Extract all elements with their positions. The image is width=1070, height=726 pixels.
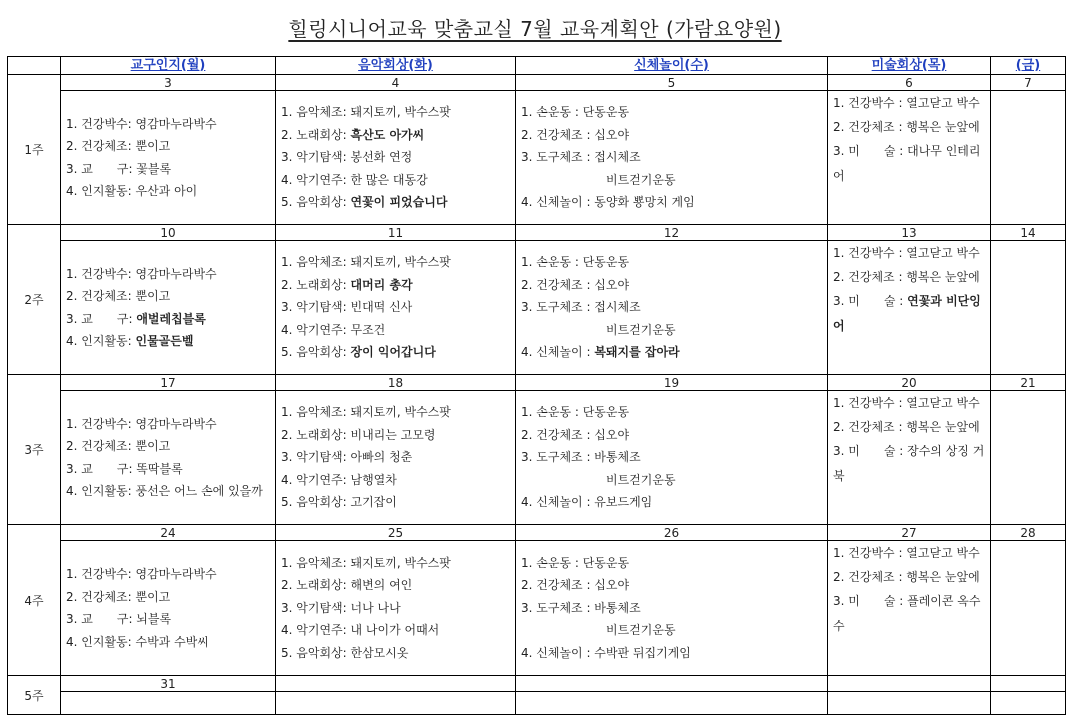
week-label: 1주 [8, 75, 61, 225]
header-wed: 신체놀이(수) [516, 57, 828, 75]
activity-cell-wed [516, 391, 828, 525]
activity-item: 1. 음악체조: 돼지토끼, 박수스팟 [281, 555, 451, 570]
activity-cell-thu [828, 541, 991, 676]
activity-item: 비트걷기운동 [606, 172, 676, 187]
activity-item: 1. 건강박수 : 열고닫고 박수 [833, 96, 980, 110]
date-cell [828, 676, 991, 692]
activity-cell-wed [516, 241, 828, 375]
activity-item: 3. 악기탐색: 아빠의 청춘 [281, 450, 413, 465]
date-cell: 10 [61, 225, 276, 241]
activity-item: 3. 도구체조 : 접시체조 [521, 300, 641, 315]
week-label: 5주 [8, 676, 61, 715]
activity-item: 1. 손운동 : 단동운동 [521, 255, 630, 270]
header-week [8, 57, 61, 75]
activity-item: 1. 음악체조: 돼지토끼, 박수스팟 [281, 255, 451, 270]
activity-item: 2. 건강체조 : 행복은 눈앞에 [833, 120, 980, 135]
activity-cell-mon [61, 391, 276, 525]
activity-cell-mon [61, 241, 276, 375]
activity-cell-fri [991, 692, 1066, 715]
activity-item: 3. 교 구: 똑딱블록 [66, 461, 183, 476]
date-cell: 27 [828, 525, 991, 541]
week-label: 2주 [8, 225, 61, 375]
header-fri: (금) [991, 57, 1066, 75]
date-cell: 12 [516, 225, 828, 241]
activity-item: 비트걷기운동 [606, 472, 676, 487]
activity-item: 3. 교 구: 꽃블록 [66, 161, 172, 176]
date-cell: 25 [276, 525, 516, 541]
activity-item: 4. 신체놀이 : 동양화 뿅망치 게임 [521, 195, 695, 210]
date-row [8, 75, 1066, 91]
activity-item: 5. 음악회상: 장이 익어갑니다 [281, 345, 436, 360]
activity-item: 2. 노래회상: 흑산도 아가씨 [281, 127, 425, 142]
activity-item: 1. 건강박수 : 열고닫고 박수 [833, 546, 980, 560]
activity-cell-thu [828, 91, 991, 225]
header-thu: 미술회상(목) [828, 57, 991, 75]
date-cell: 5 [516, 75, 828, 91]
activity-item: 3. 악기탐색: 빈대떡 신사 [281, 300, 413, 315]
activity-row [8, 241, 1066, 375]
activity-item: 2. 건강체조 : 십오야 [521, 127, 630, 142]
activity-item: 2. 건강체조 : 십오야 [521, 427, 630, 442]
activity-cell-wed [516, 91, 828, 225]
activity-cell-tue [276, 91, 516, 225]
activity-item: 4. 인지활동: 풍선은 어느 손에 있을까 [66, 484, 263, 498]
activity-item: 3. 도구체조 : 접시체조 [521, 150, 641, 165]
date-cell: 28 [991, 525, 1066, 541]
activity-item: 2. 노래회상: 대머리 총각 [281, 277, 413, 292]
header-row [8, 57, 1066, 75]
activity-cell-fri [991, 241, 1066, 375]
activity-item: 5. 음악회상: 고기잡이 [281, 495, 397, 510]
activity-item: 3. 악기탐색: 너나 나나 [281, 600, 401, 615]
header-tue: 음악회상(화) [276, 57, 516, 75]
activity-item: 4. 신체놀이 : 복돼지를 잡아라 [521, 345, 680, 360]
page-title-text: 힐링시니어교육 맞춤교실 7월 교육계획안 (가람요양원) [288, 17, 782, 41]
date-cell: 18 [276, 375, 516, 391]
date-cell: 6 [828, 75, 991, 91]
activity-item: 1. 손운동 : 단동운동 [521, 555, 630, 570]
date-row [8, 225, 1066, 241]
date-row [8, 676, 1066, 692]
activity-item: 1. 음악체조: 돼지토끼, 박수스팟 [281, 105, 451, 120]
activity-item: 1. 손운동 : 단동운동 [521, 105, 630, 120]
activity-cell-mon [61, 541, 276, 676]
activity-item: 3. 미 술 : 대나무 인테리어 [833, 144, 981, 183]
activity-item: 4. 신체놀이 : 수박판 뒤집기게임 [521, 645, 691, 660]
activity-row [8, 391, 1066, 525]
activity-cell-fri [991, 391, 1066, 525]
date-cell [516, 676, 828, 692]
activity-item: 2. 노래회상: 비내리는 고모령 [281, 427, 436, 442]
activity-item: 1. 건강박수: 영감마누라박수 [66, 116, 217, 131]
activity-item: 3. 미 술 : 장수의 상징 거북 [833, 444, 985, 483]
date-cell: 20 [828, 375, 991, 391]
activity-item: 1. 손운동 : 단동운동 [521, 405, 630, 420]
schedule-table [7, 56, 1066, 715]
activity-item: 1. 건강박수: 영감마누라박수 [66, 416, 217, 431]
date-cell: 31 [61, 676, 276, 692]
date-cell: 14 [991, 225, 1066, 241]
activity-cell-thu [828, 241, 991, 375]
activity-cell-mon [61, 692, 276, 715]
date-cell: 13 [828, 225, 991, 241]
week-label: 3주 [8, 375, 61, 525]
page-title [0, 16, 1070, 42]
activity-item: 2. 건강체조: 뿐이고 [66, 139, 171, 153]
header-mon: 교구인지(월) [61, 57, 276, 75]
activity-cell-fri [991, 541, 1066, 676]
schedule-body [8, 75, 1066, 715]
activity-item: 2. 건강체조 : 십오야 [521, 578, 630, 593]
date-cell [991, 676, 1066, 692]
date-cell: 4 [276, 75, 516, 91]
activity-item: 5. 음악회상: 한삼모시옷 [281, 645, 409, 660]
activity-item: 비트걷기운동 [606, 322, 676, 337]
activity-item: 4. 악기연주: 한 많은 대동강 [281, 172, 428, 187]
date-cell: 24 [61, 525, 276, 541]
activity-item: 2. 노래회상: 해변의 여인 [281, 578, 413, 593]
activity-item: 2. 건강체조 : 행복은 눈앞에 [833, 570, 980, 585]
activity-item: 1. 건강박수: 영감마누라박수 [66, 266, 217, 281]
date-cell [276, 676, 516, 692]
activity-item: 3. 악기탐색: 봉선화 연정 [281, 150, 413, 165]
activity-item: 비트걷기운동 [606, 623, 676, 638]
activity-item: 4. 악기연주: 남행열차 [281, 472, 397, 487]
date-cell: 21 [991, 375, 1066, 391]
activity-cell-tue [276, 391, 516, 525]
activity-cell-fri [991, 91, 1066, 225]
activity-cell-wed [516, 692, 828, 715]
date-row [8, 375, 1066, 391]
activity-item: 2. 건강체조: 뿐이고 [66, 289, 171, 303]
activity-item: 2. 건강체조 : 행복은 눈앞에 [833, 420, 980, 435]
activity-item: 1. 건강박수 : 열고닫고 박수 [833, 396, 980, 410]
activity-item: 2. 건강체조 : 행복은 눈앞에 [833, 270, 980, 285]
activity-item: 3. 교 구: 애벌레칩블록 [66, 311, 206, 326]
activity-item: 2. 건강체조 : 십오야 [521, 277, 630, 292]
week-label: 4주 [8, 525, 61, 676]
activity-row [8, 692, 1066, 715]
activity-item: 4. 인지활동: 수박과 수박씨 [66, 634, 209, 649]
activity-item: 1. 음악체조: 돼지토끼, 박수스팟 [281, 405, 451, 420]
date-cell: 11 [276, 225, 516, 241]
activity-item: 2. 건강체조: 뿐이고 [66, 439, 171, 453]
activity-cell-wed [516, 541, 828, 676]
activity-item: 3. 도구체조 : 바통체조 [521, 450, 641, 465]
activity-cell-thu [828, 692, 991, 715]
activity-item: 4. 인지활동: 우산과 아이 [66, 184, 198, 198]
activity-cell-thu [828, 391, 991, 525]
activity-cell-mon [61, 91, 276, 225]
date-row [8, 525, 1066, 541]
activity-item: 2. 건강체조: 뿐이고 [66, 589, 171, 604]
date-cell: 3 [61, 75, 276, 91]
activity-item: 3. 미 술 : 플레이콘 옥수수 [833, 594, 981, 633]
activity-item: 4. 악기연주: 무조건 [281, 322, 386, 337]
activity-row [8, 91, 1066, 225]
activity-item: 1. 건강박수: 영감마누라박수 [66, 567, 217, 581]
date-cell: 19 [516, 375, 828, 391]
activity-item: 4. 신체놀이 : 유보드게임 [521, 495, 653, 510]
activity-item: 3. 도구체조 : 바통체조 [521, 600, 641, 615]
date-cell: 7 [991, 75, 1066, 91]
activity-item: 4. 인지활동: 인물골든벨 [66, 334, 194, 348]
activity-item: 3. 미 술 : 연꽃과 비단잉어 [833, 294, 981, 333]
date-cell: 26 [516, 525, 828, 541]
activity-cell-tue [276, 692, 516, 715]
activity-item: 4. 악기연주: 내 나이가 어때서 [281, 623, 440, 638]
activity-item: 3. 교 구: 뇌블록 [66, 612, 172, 626]
activity-row [8, 541, 1066, 676]
activity-cell-tue [276, 541, 516, 676]
activity-item: 5. 음악회상: 연꽃이 피었습니다 [281, 195, 448, 210]
activity-item: 1. 건강박수 : 열고닫고 박수 [833, 246, 980, 260]
activity-cell-tue [276, 241, 516, 375]
date-cell: 17 [61, 375, 276, 391]
